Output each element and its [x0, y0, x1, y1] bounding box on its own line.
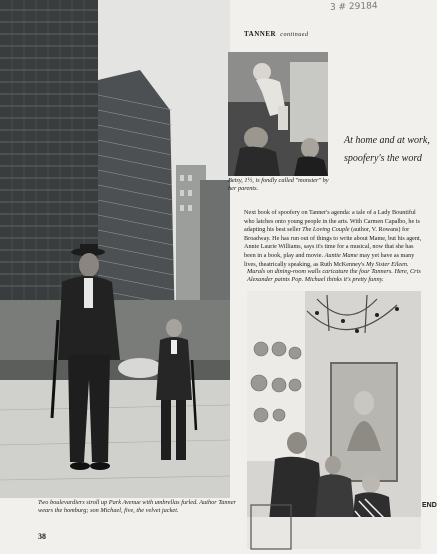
book-title-my-sister-eileen: My Sister Eileen.	[366, 260, 409, 268]
book-title-loving-couple: The Loving Couple	[302, 226, 350, 234]
baby-photo	[228, 52, 328, 176]
book-title-auntie-mame: Auntie Mame	[324, 251, 358, 259]
body-text-1: Next book of spoofery on Tanner's agenda: a tale of a Lady Bountiful who latches onto young people in the arts. With Carmen Capalbo, he is adapting his best seller	[244, 209, 420, 234]
continued-label: continued	[280, 32, 309, 38]
mural-photo-caption: Murals on dining-room walls caricature the four Tanners. Here, Cris Alexander paints Pop. Michael thinks it's pretty funny.	[247, 268, 421, 283]
mural-dining-room-photo	[247, 291, 421, 549]
section-name: TANNER	[244, 30, 277, 38]
body-paragraph	[244, 209, 422, 269]
park-avenue-caption: Two boulevardiers stroll up Park Avenue with umbrellas furled. Author Tanner wears the homburg; son Michael, five, the velvet jacket.	[38, 499, 236, 514]
body-text-3: may yet have as many lives, theatrically speaking, as Ruth McKenney's	[244, 251, 415, 268]
headline: At home and at work, spoofery's the word	[344, 135, 430, 164]
baby-photo-caption: Betsy, 1½, is fondly called "monster" by her parents.	[228, 177, 329, 192]
archive-handwritten-mark: 3 # 29184	[329, 1, 378, 13]
park-avenue-photo	[0, 0, 230, 498]
running-header	[244, 30, 308, 38]
body-text-2: (author, V. Rowans) for Broadway. He has run out of things to write about Mame, but his agent, Annie Laurie Williams, says it's time for a musical, now that she has been in a book, play and movie.	[244, 226, 422, 259]
page-number: 38	[38, 532, 46, 541]
end-mark: END	[422, 502, 437, 509]
